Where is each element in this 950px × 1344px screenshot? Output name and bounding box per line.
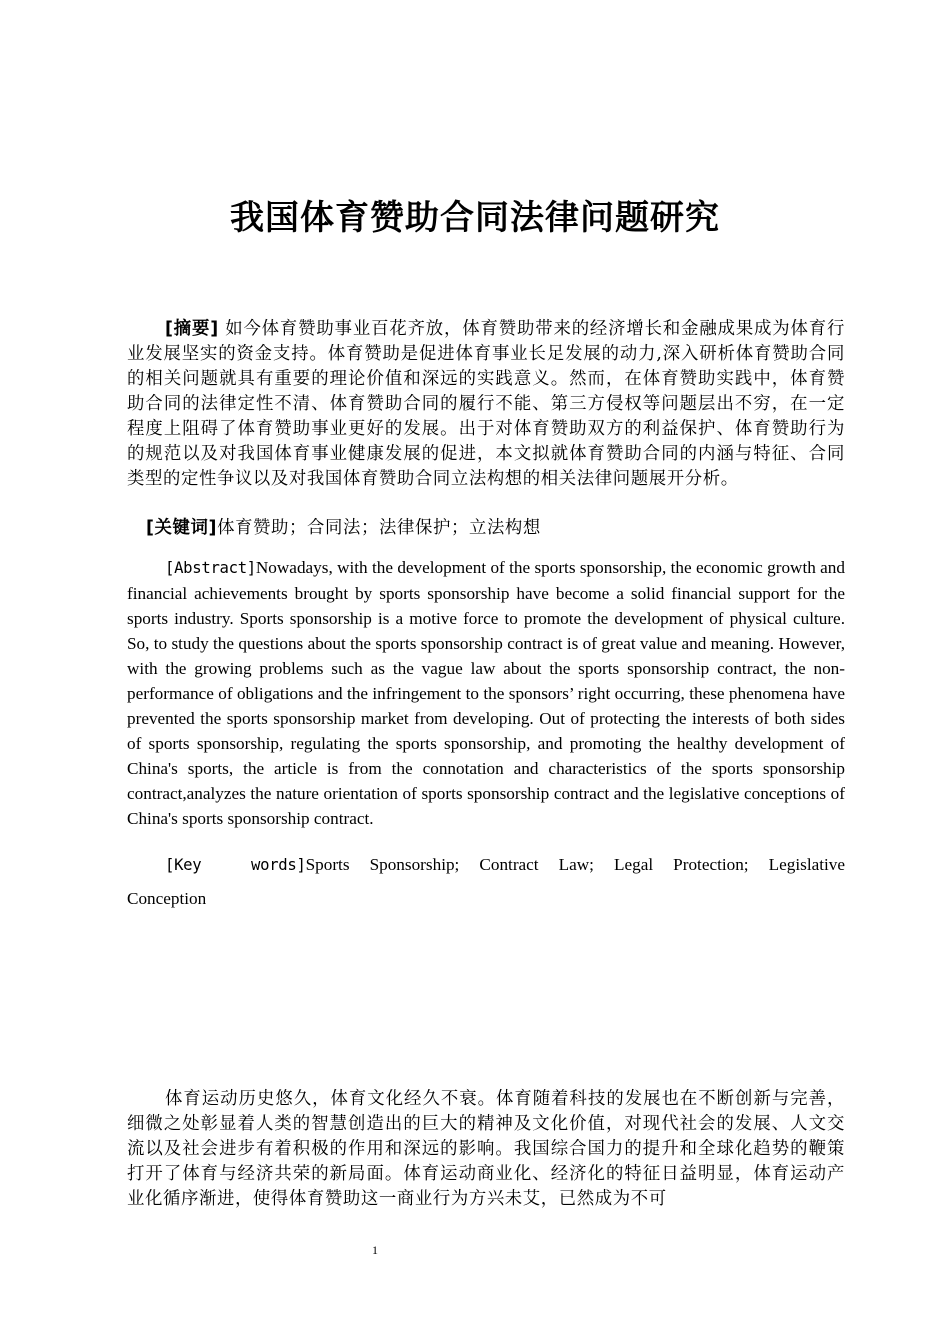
abstract-cn	[127, 317, 845, 492]
keywords-cn	[146, 516, 846, 541]
keywords-cn-label: [关键词]	[146, 518, 218, 538]
abstract-cn-text: 如今体育赞助事业百花齐放，体育赞助带来的经济增长和金融成果成为体育行业发展坚实的资金支持。体育赞助是促进体育事业长足发展的动力,深入研析体育赞助合同的相关问题就具有重要的理论价值和深远的实践意义。然而，在体育赞助实践中，体育赞助合同的法律定性不清、体育赞助合同的履行不能、第三方侵权等问题层出不穷，在一定程度上阻碍了体育赞助事业更好的发展。出于对体育赞助双方的利益保护、体育赞助行为的规范以及对我国体育事业健康发展的促进，本文拟就体育赞助合同的内涵与特征、合同类型的定性争议以及对我国体育赞助合同立法构想的相关法律问题展开分析。	[127, 319, 845, 489]
keywords-en-label: [Key words]	[165, 856, 306, 874]
keywords-cn-text: 体育赞助；合同法；法律保护；立法构想	[217, 518, 541, 538]
keywords-en-text: Sports Sponsorship; Contract Law; Legal Protection; Legislative	[305, 855, 845, 874]
paper-title: 我国体育赞助合同法律问题研究	[230, 198, 720, 238]
body-paragraph: 体育运动历史悠久，体育文化经久不衰。体育随着科技的发展也在不断创新与完善，细微之处彰显着人类的智慧创造出的巨大的精神及文化价值，对现代社会的发展、人文交流以及社会进步有着积极的作用和深远的影响。我国综合国力的提升和全球化趋势的鞭策打开了体育与经济共荣的新局面。体育运动商业化、经济化的特征日益明显，体育运动产业化循序渐进，使得体育赞助这一商业行为方兴未艾，已然成为不可	[127, 1089, 845, 1209]
page-number: 1	[372, 1243, 378, 1257]
abstract-en-text: Nowadays, with the development of the sports sponsorship, the economic growth and financial achievements brought by sports sponsorship have become a solid financial support for the sports industry. Sports sponsorship is a motive force to promote the development of physical culture. So, to study the questions about the sports sponsorship contract is of great value and meaning. However, with the growing problems such as the vague law about the sports sponsorship contract, the non-performance of obligations and the infringement to the sponsors’ right occurring, these phenomena have prevented the sports sponsorship market from developing. Out of protecting the interests of both sides of sports sponsorship, regulating the sports sponsorship, and promoting the healthy development of China's sports, the article is from the connotation and characteristics of the sports sponsorship contract,analyzes the nature orientation of sports sponsorship contract and the legislative conceptions of China's sports sponsorship contract.	[127, 558, 845, 828]
keywords-en-line2: Conception	[127, 889, 207, 908]
keywords-en-line1	[127, 850, 845, 880]
keywords-en	[127, 850, 845, 911]
abstract-en	[127, 555, 845, 831]
abstract-cn-label: [摘要]	[165, 319, 219, 339]
abstract-en-label: [Abstract]	[165, 559, 256, 577]
